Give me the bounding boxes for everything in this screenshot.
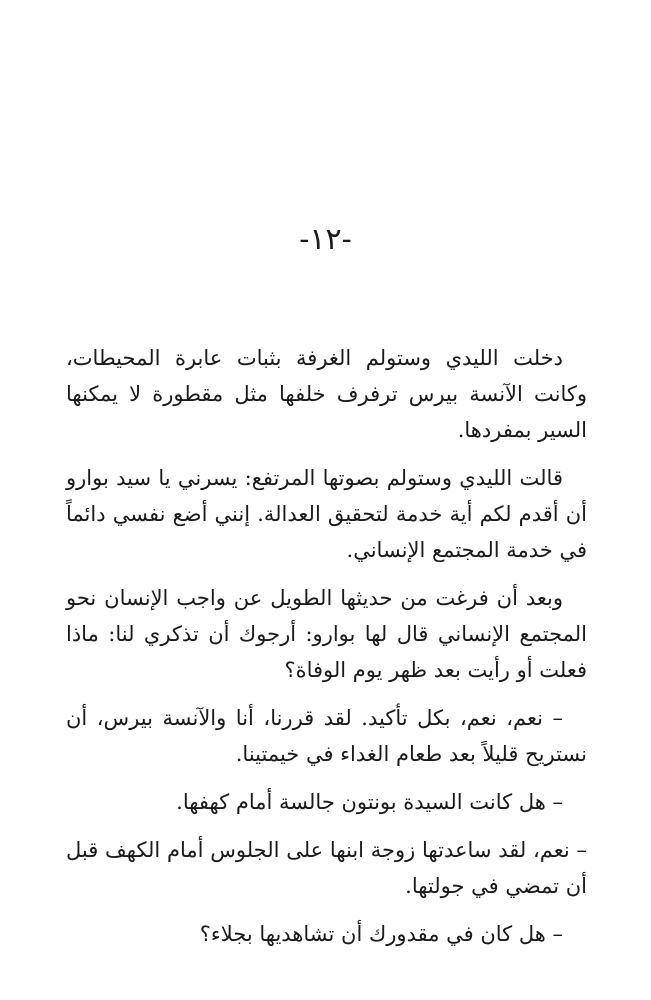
dialogue-line: – نعم، نعم، بكل تأكيد. لقد قررنا، أنا والآنسة بيرس، أن نستريح قليلاً بعد طعام الغداء في خيمتينا. xyxy=(66,706,587,766)
paragraph: قالت الليدي وستولم بصوتها المرتفع: يسرني يا سيد بوارو أن أقدم لكم أية خدمة لتحقيق العدالة. إنني أضع نفسي دائماً في خدمة المجتمع الإنساني. xyxy=(66,466,587,562)
dialogue-line: – هل كانت السيدة بونتون جالسة أمام كهفها. xyxy=(176,790,563,814)
body-text xyxy=(66,340,587,964)
chapter-number: -١٢- xyxy=(299,222,352,257)
dialogue-line: – هل كان في مقدورك أن تشاهديها بجلاء؟ xyxy=(199,922,563,946)
paragraph: وبعد أن فرغت من حديثها الطويل عن واجب الإنسان نحو المجتمع الإنساني قال لها بوارو: أرجوك أن تذكري لنا: ماذا فعلت أو رأيت بعد ظهر يوم الوفاة؟ xyxy=(66,586,587,682)
dialogue-line: – نعم، لقد ساعدتها زوجة ابنها على الجلوس أمام الكهف قبل أن تمضي في جولتها. xyxy=(66,838,587,898)
paragraph: دخلت الليدي وستولم الغرفة بثبات عابرة المحيطات، وكانت الآنسة بيرس ترفرف خلفها مثل مقطورة لا يمكنها السير بمفردها. xyxy=(66,346,587,442)
